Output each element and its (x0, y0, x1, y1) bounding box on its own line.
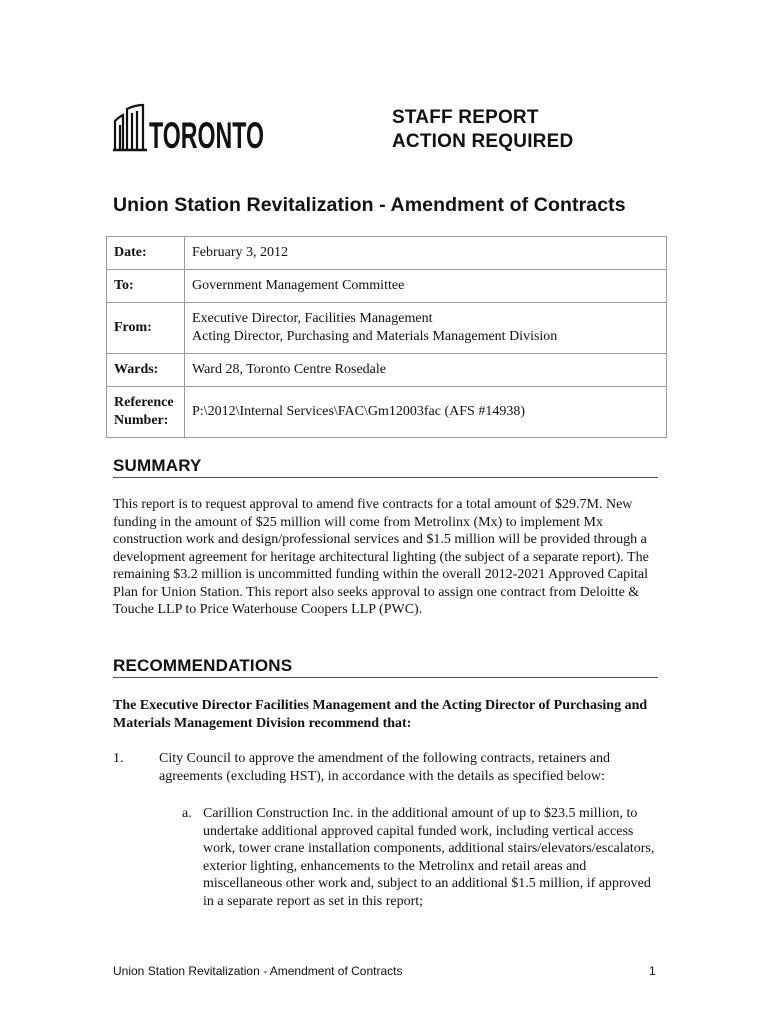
info-table (106, 236, 667, 438)
summary-heading: SUMMARY (113, 456, 658, 478)
table-row-wards (107, 354, 667, 387)
to-label: To: (107, 270, 185, 303)
logo-wordmark: TORONTO (149, 115, 264, 156)
recommendations-lead: The Executive Director Facilities Management and the Acting Director of Purchasing and Materials Management Division recommend that: (113, 698, 648, 731)
footer-title: Union Station Revitalization - Amendment of Contracts (113, 964, 403, 978)
date-label: Date: (107, 237, 185, 270)
reference-label-line2: Number: (114, 413, 169, 428)
date-value: February 3, 2012 (185, 237, 667, 270)
recommendation-1-text: City Council to approve the amendment of the following contracts, retainers and agreements (excluding HST), in accordance with the details as specified below: (159, 751, 610, 784)
recommendation-1a-text: Carillion Construction Inc. in the additional amount of up to $23.5 million, to undertake additional approved capital funded work, including vertical access work, tower crane installation components, additional stairs/elevators/escalators, exterior lighting, enhancements to the Metrolinx and retail areas and miscellaneous other work and, subject to an additional $1.5 million, if approved in a separate report as set in this report; (203, 806, 655, 909)
from-value-line1: Executive Director, Facilities Management (192, 311, 433, 326)
table-row-from (107, 303, 667, 354)
report-type-line2: ACTION REQUIRED (392, 131, 574, 152)
report-type (392, 106, 573, 154)
recommendations-heading: RECOMMENDATIONS (113, 656, 658, 678)
summary-text: This report is to request approval to amend five contracts for a total amount of $29.7M. New funding in the amount of $25 million will come from Metrolinx (Mx) to implement Mx construction work and design/professional services and $1.5 million will be provided through a development agreement for heritage architectural lighting (the subject of a separate report). The remaining $3.2 million is uncommitted funding within the overall 2012-2021 Approved Capital Plan for Union Station. This report also seeks approval to assign one contract from Deloitte & Touche LLP to Price Waterhouse Coopers LLP (PWC). (113, 497, 649, 617)
report-type-line1: STAFF REPORT (392, 107, 539, 128)
reference-label (107, 387, 185, 438)
reference-value: P:\2012\Internal Services\FAC\Gm12003fac (AFS #14938) (185, 387, 667, 438)
table-row-to (107, 270, 667, 303)
to-value: Government Management Committee (185, 270, 667, 303)
recommendation-1a-letter: a. (182, 806, 192, 821)
page-number: 1 (649, 964, 656, 978)
from-value-line2: Acting Director, Purchasing and Materials Management Division (192, 329, 558, 344)
table-row-date (107, 237, 667, 270)
table-row-reference (107, 387, 667, 438)
from-value (185, 303, 667, 354)
wards-label: Wards: (107, 354, 185, 387)
city-hall-icon (113, 103, 268, 155)
reference-label-line1: Reference (114, 395, 174, 410)
toronto-logo (113, 103, 268, 155)
wards-value: Ward 28, Toronto Centre Rosedale (185, 354, 667, 387)
from-label: From: (107, 303, 185, 354)
report-title: Union Station Revitalization - Amendment of Contracts (113, 194, 626, 216)
recommendation-1-number: 1. (113, 751, 124, 766)
